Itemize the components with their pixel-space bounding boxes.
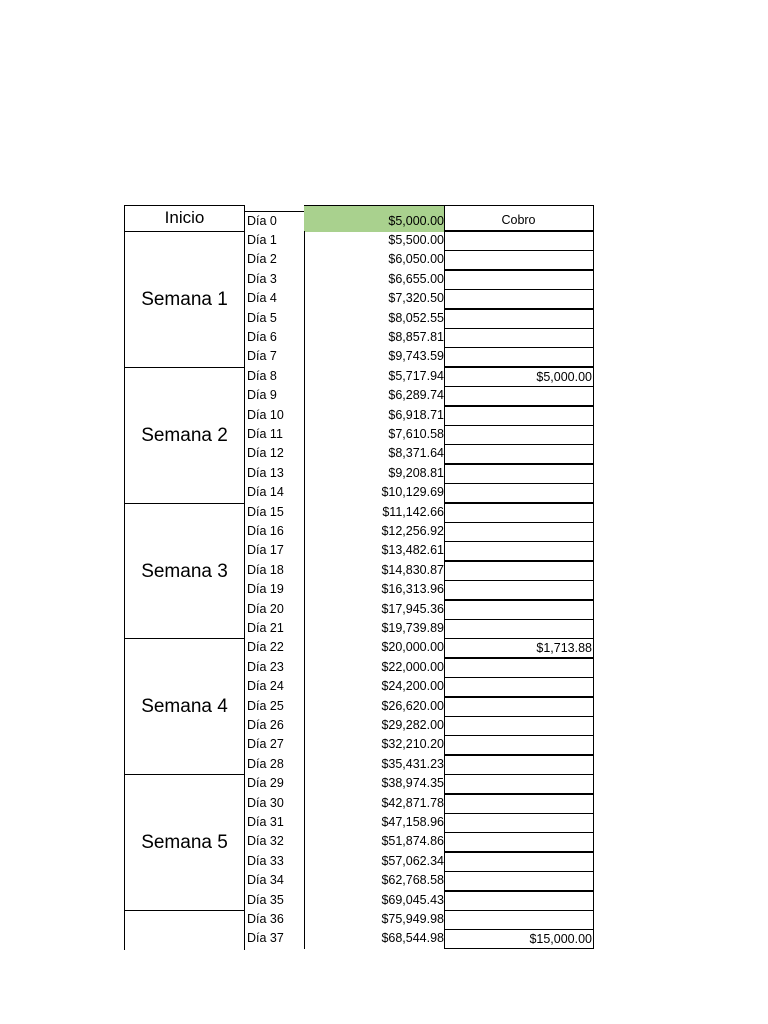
day-cell[interactable]: Día 25 [244, 697, 305, 717]
amount-cell[interactable]: $75,949.98 [381, 912, 444, 926]
day-cell[interactable]: Día 7 [244, 347, 305, 367]
amount-cell[interactable]: $29,282.00 [381, 718, 444, 732]
amount-cell[interactable]: $12,256.92 [381, 524, 444, 538]
amount-cell[interactable]: $6,918.71 [388, 408, 444, 422]
amount-cell[interactable]: $69,045.43 [381, 893, 444, 907]
amount-cell[interactable]: $22,000.00 [381, 660, 444, 674]
cobro-cell[interactable] [444, 561, 594, 581]
day-cell[interactable]: Día 26 [244, 716, 305, 736]
day-cell[interactable]: Día 28 [244, 755, 305, 775]
cobro-cell[interactable] [444, 832, 594, 852]
amount-cell[interactable]: $62,768.58 [381, 873, 444, 887]
amount-cell[interactable]: $8,371.64 [388, 446, 444, 460]
day-cell[interactable]: Día 11 [244, 425, 305, 445]
cobro-cell[interactable] [444, 658, 594, 678]
day-cell[interactable]: Día 19 [244, 580, 305, 600]
day-cell[interactable]: Día 30 [244, 794, 305, 814]
amount-cell[interactable]: $6,050.00 [388, 252, 444, 266]
cobro-cell[interactable] [444, 541, 594, 561]
amount-cell[interactable]: $7,610.58 [388, 427, 444, 441]
amount-cell[interactable]: $26,620.00 [381, 699, 444, 713]
day-cell[interactable]: Día 27 [244, 735, 305, 755]
day-cell[interactable]: Día 3 [244, 270, 305, 290]
cobro-cell[interactable] [444, 250, 594, 270]
amount-cell[interactable]: $5,500.00 [388, 233, 444, 247]
inicio-label[interactable]: Inicio [124, 205, 245, 232]
day-cell[interactable]: Día 33 [244, 852, 305, 872]
day-cell[interactable]: Día 29 [244, 774, 305, 794]
day-cell[interactable]: Día 8 [244, 367, 305, 387]
amount-cell[interactable]: $20,000.00 [381, 640, 444, 654]
cobro-cell[interactable] [444, 619, 594, 639]
cobro-cell[interactable] [444, 522, 594, 542]
day-cell[interactable]: Día 15 [244, 503, 305, 523]
day-cell[interactable]: Día 12 [244, 444, 305, 464]
amount-cell[interactable]: $8,052.55 [388, 311, 444, 325]
cobro-cell[interactable] [444, 697, 594, 717]
amount-cell[interactable]: $6,289.74 [388, 388, 444, 402]
cobro-cell[interactable] [444, 347, 594, 367]
cobro-cell[interactable] [444, 794, 594, 814]
day-cell[interactable]: Día 10 [244, 406, 305, 426]
day-cell[interactable]: Día 16 [244, 522, 305, 542]
cobro-cell[interactable] [444, 677, 594, 697]
amount-cell[interactable]: $14,830.87 [381, 563, 444, 577]
day-cell[interactable]: Día 5 [244, 309, 305, 329]
amount-cell[interactable]: $32,210.20 [381, 737, 444, 751]
day-cell[interactable]: Día 22 [244, 638, 305, 658]
day-cell[interactable]: Día 21 [244, 619, 305, 639]
day-cell[interactable]: Día 31 [244, 813, 305, 833]
day-cell[interactable]: Día 36 [244, 910, 305, 930]
amount-cell[interactable]: $9,743.59 [388, 349, 444, 363]
day-cell[interactable]: Día 13 [244, 464, 305, 484]
cobro-cell[interactable] [444, 464, 594, 484]
cobro-cell[interactable] [444, 483, 594, 503]
day-cell[interactable]: Día 24 [244, 677, 305, 697]
day-cell[interactable]: Día 2 [244, 250, 305, 270]
amount-cell[interactable]: $13,482.61 [381, 543, 444, 557]
week-label-cell[interactable]: Semana 3 [124, 503, 245, 640]
cobro-cell[interactable] [444, 910, 594, 930]
cobro-cell[interactable] [444, 891, 594, 911]
cobro-cell[interactable] [444, 231, 594, 251]
amount-cell[interactable]: $38,974.35 [381, 776, 444, 790]
amount-cell[interactable]: $42,871.78 [381, 796, 444, 810]
cobro-cell[interactable] [444, 289, 594, 309]
cobro-cell[interactable] [444, 755, 594, 775]
cobro-cell[interactable]: $1,713.88 [444, 638, 594, 658]
day-cell[interactable]: Día 14 [244, 483, 305, 503]
week-label-cell[interactable]: Semana 4 [124, 638, 245, 775]
cobro-cell[interactable] [444, 774, 594, 794]
cobro-cell[interactable]: $15,000.00 [444, 929, 594, 949]
day-cell[interactable]: Día 6 [244, 328, 305, 348]
amount-cell[interactable]: $11,142.66 [382, 505, 444, 519]
cobro-cell[interactable] [444, 444, 594, 464]
cobro-cell[interactable] [444, 871, 594, 891]
day-cell[interactable]: Día 34 [244, 871, 305, 891]
cobro-cell[interactable] [444, 852, 594, 872]
amount-cell[interactable]: $9,208.81 [388, 466, 444, 480]
cobro-cell[interactable] [444, 716, 594, 736]
amount-cell[interactable]: $17,945.36 [381, 602, 444, 616]
week-label-cell[interactable]: Semana 1 [124, 231, 245, 368]
cobro-cell[interactable] [444, 735, 594, 755]
amount-cell[interactable]: $35,431.23 [381, 757, 444, 771]
day-cell[interactable]: Día 37 [244, 929, 305, 949]
day-cell[interactable]: Día 17 [244, 541, 305, 561]
amount-cell[interactable]: $51,874.86 [381, 834, 444, 848]
cobro-header-cell[interactable]: Cobro [444, 205, 594, 231]
cobro-cell[interactable] [444, 309, 594, 329]
amount-cell[interactable]: $6,655.00 [388, 272, 444, 286]
amount-cell[interactable]: $10,129.69 [381, 485, 444, 499]
day-cell[interactable]: Día 9 [244, 386, 305, 406]
cobro-cell[interactable]: $5,000.00 [444, 367, 594, 387]
day-cell[interactable]: Día 35 [244, 891, 305, 911]
cobro-cell[interactable] [444, 386, 594, 406]
amount-cell[interactable]: $68,544.98 [381, 931, 444, 945]
amount-cell[interactable]: $16,313.96 [381, 582, 444, 596]
week-label-cell[interactable]: Semana 5 [124, 774, 245, 911]
amount-cell[interactable]: $19,739.89 [381, 621, 444, 635]
cobro-cell[interactable] [444, 328, 594, 348]
cobro-cell[interactable] [444, 503, 594, 523]
amount-cell[interactable]: $47,158.96 [381, 815, 444, 829]
cobro-cell[interactable] [444, 600, 594, 620]
day0-amount-cell[interactable]: $5,000.00 [304, 205, 445, 232]
cobro-cell[interactable] [444, 580, 594, 600]
amount-cell[interactable]: $5,717.94 [388, 369, 444, 383]
day-cell[interactable]: Día 23 [244, 658, 305, 678]
cobro-cell[interactable] [444, 813, 594, 833]
amount-cell[interactable]: $24,200.00 [381, 679, 444, 693]
cobro-cell[interactable] [444, 270, 594, 290]
day-cell[interactable]: Día 1 [244, 231, 305, 251]
amount-cell[interactable]: $57,062.34 [381, 854, 444, 868]
day0-cell[interactable]: Día 0 [244, 211, 305, 231]
week-label-cell[interactable] [124, 910, 245, 950]
cobro-cell[interactable] [444, 406, 594, 426]
amount-cell[interactable]: $8,857.81 [388, 330, 444, 344]
amount-cell[interactable]: $7,320.50 [388, 291, 444, 305]
cobro-cell[interactable] [444, 425, 594, 445]
day-cell[interactable]: Día 20 [244, 600, 305, 620]
week-label-cell[interactable]: Semana 2 [124, 367, 245, 504]
day-cell[interactable]: Día 32 [244, 832, 305, 852]
day-cell[interactable]: Día 18 [244, 561, 305, 581]
day-cell[interactable]: Día 4 [244, 289, 305, 309]
